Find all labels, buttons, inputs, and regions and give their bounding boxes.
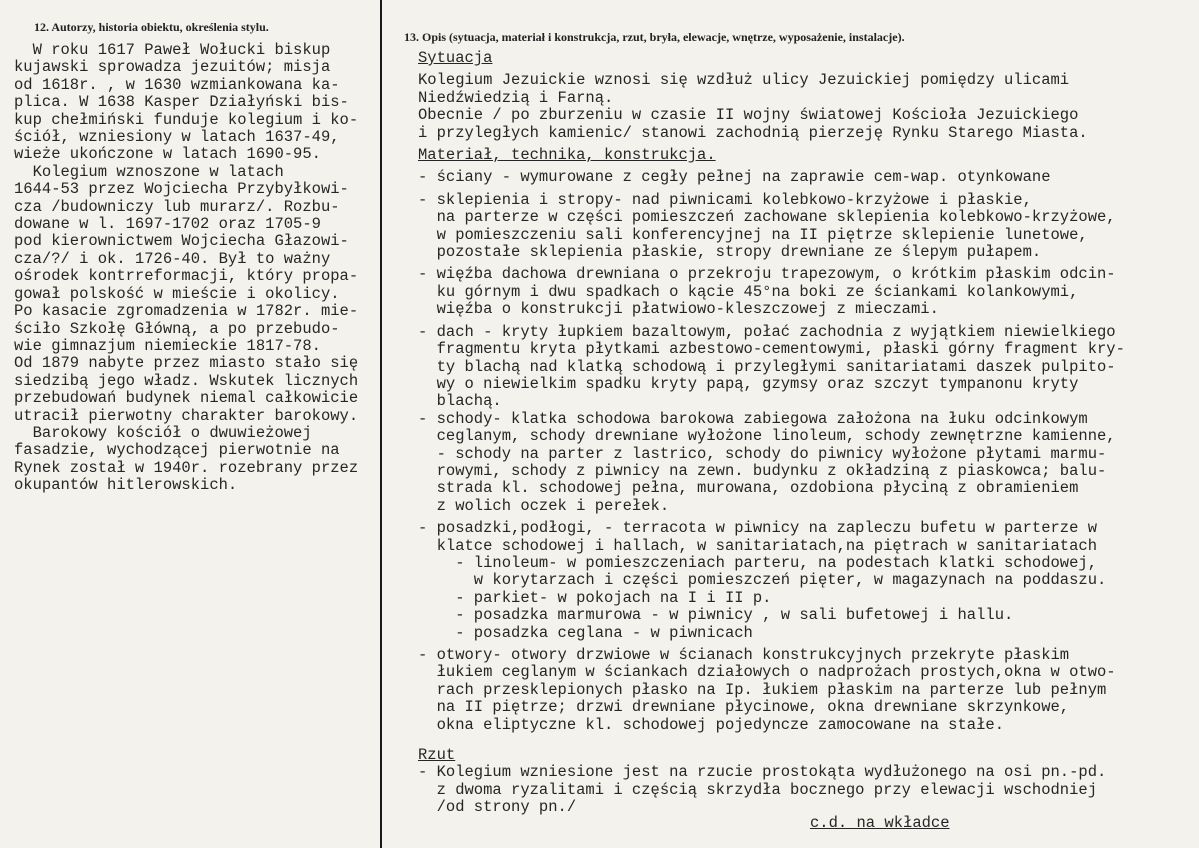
rzut-line: z dwoma ryzalitami i częścią skrzydła bocznego przy elewacji wschodniej (418, 780, 1098, 799)
history-line: cza/?/ i ok. 1726-40. Był to ważny (14, 249, 331, 268)
sytuacja-title: Sytuacja (418, 49, 493, 67)
sytuacja-line: Obecnie / po zburzeniu w czasie II wojny światowej Kościoła Jezuickiego (418, 106, 1079, 125)
sytuacja-line: Kolegium Jezuickie wznosi się wzdłuż ulicy Jezuickiej pomiędzy ulicami (418, 71, 1070, 90)
history-line: utracił pierwotny charakter barokowy. (14, 406, 359, 425)
dach-line: wy o niewielkim spadku kryty papą, gzymsy oraz szczyt tympanonu kryty (418, 374, 1079, 393)
history-line: kup chełmiński funduje kolegium i ko- (14, 110, 359, 129)
rzut-line: - Kolegium wzniesione jest na rzucie prostokąta wydłużonego na osi pn.-pd. (418, 763, 1107, 782)
history-line: siedzibą jego władz. Wskutek licznych (14, 371, 359, 390)
schody-line: rowymi, schody z piwnicy na zewn. budynku z okładziną z piaskowca; balu- (418, 461, 1107, 480)
schody-line: ceglanym, schody drewniane wyłożone linoleum, schody zewnętrzne kamienne, (418, 427, 1116, 446)
history-line: przebudowań budynek niemal całkowicie (14, 389, 359, 408)
posadzki-line: w korytarzach i części pomieszczeń pięter, w magazynach na poddaszu. (418, 571, 1107, 590)
history-line: wieże ukończone w latach 1690-95. (14, 145, 321, 164)
description-text (418, 50, 1198, 817)
history-line: od 1618r. , w 1630 wzmiankowana ka- (14, 75, 340, 94)
history-line: ośrodek kontrreformacji, który propa- (14, 267, 359, 286)
history-line: plica. W 1638 Kasper Działyński bis- (14, 93, 349, 112)
wiezba-line: więźba o konstrukcji płatwiowo-kleszczowej z mieczami. (418, 300, 939, 319)
schody-line: - schody na parter z lastrico, schody do piwnicy wyłożone płytami marmu- (418, 444, 1107, 463)
otwory-line: okna eliptyczne kl. schodowej pojedyncze zamocowane na stałe. (418, 715, 1004, 734)
history-line: Kolegium wznoszone w latach (14, 162, 284, 181)
history-line: okupantów hitlerowskich. (14, 476, 238, 495)
rzut-line: /od strony pn./ (418, 798, 577, 817)
otwory-line: - otwory- otwory drzwiowe w ścianach konstrukcyjnych przekryte płaskim (418, 646, 1070, 664)
continued-note: c.d. na wkładce (810, 814, 950, 832)
sklepienia-line: na parterze w części pomieszczeń zachowane sklepienia kolebkowo-krzyżowe, (418, 208, 1116, 227)
history-line: Barokowy kościół o dwuwieżowej (14, 423, 312, 442)
schody-line: strada kl. schodowej pełna, murowana, ozdobiona płyciną z obramieniem (418, 479, 1079, 498)
schody-line: - schody- klatka schodowa barokowa zabiegowa założona na łuku odcinkowym (418, 409, 1088, 428)
dach-line: blachą. (418, 392, 502, 411)
sklepienia-line: pozostałe sklepienia płaskie, stropy drewniane ze ślepym pułapem. (418, 243, 1042, 262)
history-line: wie gimnazjum niemieckie 1817-78. (14, 336, 321, 355)
history-line: ściół, wzniesiony w latach 1637-49, (14, 128, 340, 147)
section-13-heading: 13. Opis (sytuacja, materiał i konstrukcja, rzut, bryła, elewacje, wnętrze, wyposażenie, instalacje). (404, 30, 905, 44)
history-line: Po kasacie zgromadzenia w 1782r. mie- (14, 302, 359, 321)
history-line: Od 1879 nabyte przez miasto stało się (14, 354, 359, 373)
posadzki-line: - linoleum- w pomieszczeniach parteru, na podestach klatki schodowej, (418, 553, 1098, 572)
wiezba-line: - więźba dachowa drewniana o przekroju trapezowym, o krótkim płaskim odcin- (418, 265, 1116, 284)
sytuacja-line: i przyległych kamienic/ stanowi zachodnią pierzeję Rynku Starego Miasta. (418, 123, 1088, 142)
rzut-title: Rzut (418, 746, 456, 765)
sytuacja-line: Niedźwiedzią i Farną. (418, 88, 614, 107)
material-title: Materiał, technika, konstrukcja. (418, 146, 716, 165)
history-line: gował polskość w mieście i okolicy. (14, 284, 340, 303)
history-line: cza /budowniczy lub murarz/. Rozbu- (14, 197, 340, 216)
sciany-line: - ściany - wymurowane z cegły pełnej na zaprawie cem-wap. otynkowane (418, 168, 1051, 187)
posadzki-line: - posadzka marmurowa - w piwnicy , w sali bufetowej i hallu. (418, 606, 1014, 625)
posadzki-line: - posadzka ceglana - w piwnicach (418, 623, 753, 642)
history-line: W roku 1617 Paweł Wołucki biskup (14, 42, 331, 59)
history-line: Rynek został w 1940r. rozebrany przez (14, 458, 359, 477)
history-line: ściło Szkołę Główną, a po przebudo- (14, 319, 340, 338)
history-text (14, 42, 386, 495)
history-line: pod kierownictwem Wojciecha Głazowi- (14, 232, 349, 251)
dach-line: - dach - kryty łupkiem bazaltowym, połać zachodnia z wyjątkiem niewielkiego (418, 322, 1116, 341)
history-line: fasadzie, wychodzącej pierwotnie na (14, 441, 340, 460)
history-line: dowane w l. 1697-1702 oraz 1705-9 (14, 215, 321, 234)
otwory-line: rach przesklepionych płasko na Ip. łukiem płaskim na parterze lub pełnym (418, 680, 1107, 699)
dach-line: fragmentu kryta płytkami azbestowo-cementowymi, płaski górny fragment kry- (418, 340, 1125, 359)
sklepienia-line: - sklepienia i stropy- nad piwnicami kolebkowo-krzyżowe i płaskie, (418, 190, 1032, 209)
dach-line: ty blachą nad klatką schodową i przyległymi sanitariatami daszek pulpito- (418, 357, 1116, 376)
otwory-line: łukiem ceglanym w ściankach działowych o nadprożach prostych,okna w otwo- (418, 663, 1116, 682)
posadzki-line: klatce schodowej i hallach, w sanitariatach,na piętrach w sanitariatach (418, 536, 1098, 555)
section-12-heading: 12. Autorzy, historia obiektu, określenia stylu. (34, 20, 269, 34)
sklepienia-line: w pomieszczeniu sali konferencyjnej na II piętrze sklepienie lunetowe, (418, 225, 1088, 244)
posadzki-line: - parkiet- w pokojach na I i II p. (418, 588, 772, 607)
schody-line: z wolich oczek i perełek. (418, 496, 670, 515)
otwory-line: na II piętrze; drzwi drewniane płycinowe, okna drewniane skrzynkowe, (418, 698, 1070, 717)
history-line: kujawski sprowadza jezuitów; misja (14, 58, 331, 77)
wiezba-line: ku górnym i dwu spadkach o kącie 45°na boki ze ściankami kolankowymi, (418, 282, 1079, 301)
history-line: 1644-53 przez Wojciecha Przybyłkowi- (14, 180, 349, 199)
posadzki-line: - posadzki,podłogi, - terracota w piwnicy na zapleczu bufetu w parterze w (418, 519, 1098, 538)
